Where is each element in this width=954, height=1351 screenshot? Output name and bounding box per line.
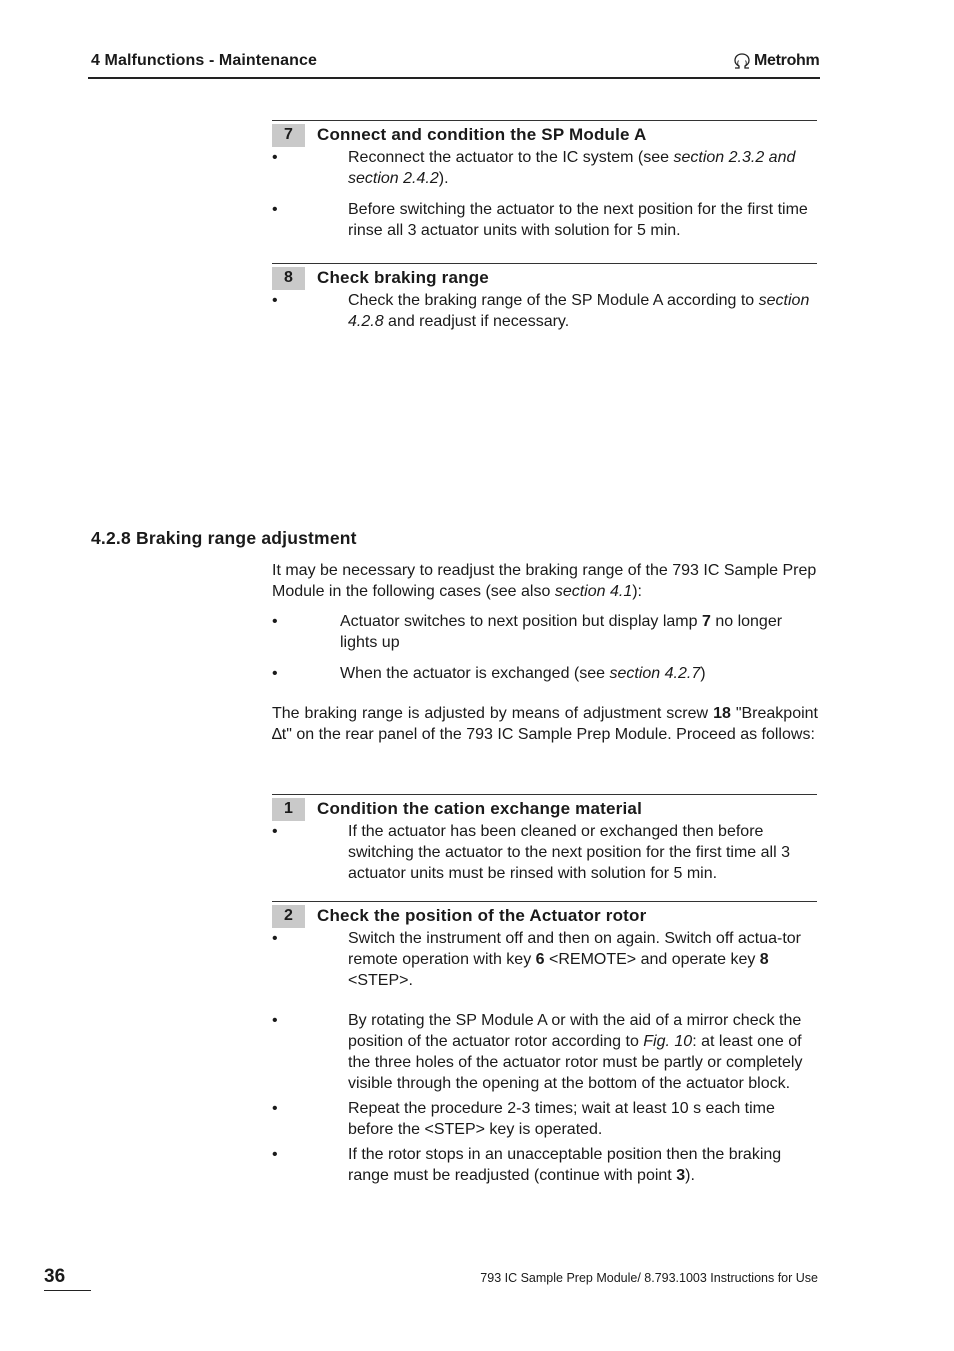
- step-bullets: [272, 147, 817, 241]
- section-reference: section 2.3.2 and section 2.4.2: [348, 149, 796, 187]
- key-reference: 8: [759, 951, 769, 968]
- header-rule: [88, 77, 820, 79]
- bullet-item: [272, 290, 817, 332]
- brand-name: Metrohm: [754, 52, 820, 69]
- procedure-paragraph: [272, 703, 818, 745]
- bullet-icon: •: [272, 823, 278, 840]
- key-reference: 3: [676, 1167, 686, 1184]
- section-reference: section 4.2.7: [609, 665, 701, 682]
- step-number: 8: [272, 267, 305, 290]
- section-reference: section 4.1: [554, 583, 633, 600]
- section-heading: 4.2.8 Braking range adjustment: [91, 528, 357, 548]
- brand-logo: [733, 52, 819, 70]
- text-run: ): [700, 665, 706, 682]
- bullet-item: [272, 1098, 817, 1140]
- step-8: [272, 263, 817, 332]
- section-reference: Fig. 10: [643, 1033, 693, 1050]
- bullet-icon: •: [272, 1146, 278, 1163]
- metrohm-omega-logo-icon: [733, 53, 751, 69]
- text-run: Repeat the procedure 2-3 times; wait at least 10 s each time before the <STEP> key is operated.: [348, 1100, 775, 1138]
- bullet-item: [272, 611, 818, 653]
- text-run: <REMOTE> and operate key: [544, 951, 760, 968]
- step-7: [272, 120, 817, 241]
- bullet-icon: •: [272, 149, 278, 166]
- text-run: ).: [438, 170, 449, 187]
- bullet-item: [272, 147, 817, 189]
- text-run: Actuator switches to next position but display lamp: [340, 613, 702, 630]
- text-run: "Breakpoint ∆t" on the rear panel of the 793 IC Sample Prep Module. Proceed as follows:: [272, 705, 819, 743]
- bullet-item: [272, 1010, 817, 1094]
- key-reference: 7: [701, 613, 711, 630]
- step-bullets: [272, 821, 817, 884]
- bullet-item: [272, 199, 817, 241]
- bullet-icon: •: [272, 201, 278, 218]
- bullet-item: [272, 1144, 817, 1186]
- key-reference: 18: [713, 705, 731, 722]
- bullet-icon: •: [272, 613, 278, 630]
- step-rule: [272, 120, 817, 121]
- step-bullets: [272, 290, 817, 332]
- step-1: [272, 794, 817, 884]
- page-number-rule: [44, 1290, 91, 1291]
- step-title: Condition the cation exchange material: [317, 799, 642, 818]
- step-title: Connect and condition the SP Module A: [317, 125, 647, 144]
- footer-doc-title: 793 IC Sample Prep Module/ 8.793.1003 Instructions for Use: [480, 1271, 818, 1285]
- section-reference: section 4.2.8: [348, 292, 810, 330]
- text-run: <STEP>.: [348, 972, 413, 989]
- text-run: When the actuator is exchanged (see: [340, 665, 610, 682]
- text-run: If the rotor stops in an unacceptable position then the braking range must be readjusted (continue with point: [348, 1146, 782, 1184]
- text-run: Switch the instrument off and then on again. Switch off actua-tor remote operation with key: [348, 930, 802, 968]
- bullet-item: [272, 821, 817, 884]
- bullet-item: [272, 663, 818, 684]
- section-intro: [272, 560, 818, 602]
- step-bullets: [272, 928, 817, 1186]
- page-number: 36: [44, 1266, 66, 1287]
- text-run: If the actuator has been cleaned or exchanged then before switching the actuator to the next position for the first time all 3 actuator units must be rinsed with solution for 5 min.: [348, 823, 790, 882]
- step-rule: [272, 263, 817, 264]
- step-number: 1: [272, 798, 305, 821]
- text-run: Reconnect the actuator to the IC system (see: [348, 149, 674, 166]
- text-run: It may be necessary to readjust the braking range of the 793 IC Sample Prep Module in the following cases (see also: [272, 562, 817, 600]
- text-run: Check the braking range of the SP Module A according to: [348, 292, 759, 309]
- bullet-icon: •: [272, 1100, 278, 1117]
- step-title: Check the position of the Actuator rotor: [317, 906, 647, 925]
- text-run: ).: [685, 1167, 695, 1184]
- running-header-chapter: 4 Malfunctions - Maintenance: [91, 52, 317, 69]
- bullet-icon: •: [272, 1012, 278, 1029]
- bullet-icon: •: [272, 930, 278, 947]
- bullet-icon: •: [272, 665, 278, 682]
- text-run: and readjust if necessary.: [383, 313, 570, 330]
- text-run: ):: [632, 583, 642, 600]
- step-rule: [272, 901, 817, 902]
- text-run: The braking range is adjusted by means of adjustment screw: [272, 705, 714, 722]
- step-number: 7: [272, 124, 305, 147]
- bullet-icon: •: [272, 292, 278, 309]
- bullet-item: [272, 928, 817, 991]
- step-title: Check braking range: [317, 268, 489, 287]
- step-number: 2: [272, 905, 305, 928]
- text-run: no longer lights up: [340, 613, 783, 651]
- text-run: : at least one of the three holes of the actuator rotor must be partly or completely visible through the opening at the bottom of the actuator block.: [348, 1033, 803, 1092]
- key-reference: 6: [535, 951, 545, 968]
- case-list: [272, 611, 818, 684]
- text-run: Before switching the actuator to the next position for the first time rinse all 3 actuator units with solution for 5 min.: [348, 201, 808, 239]
- text-run: By rotating the SP Module A or with the aid of a mirror check the position of the actuator rotor according to: [348, 1012, 802, 1050]
- step-2: [272, 901, 817, 1186]
- step-rule: [272, 794, 817, 795]
